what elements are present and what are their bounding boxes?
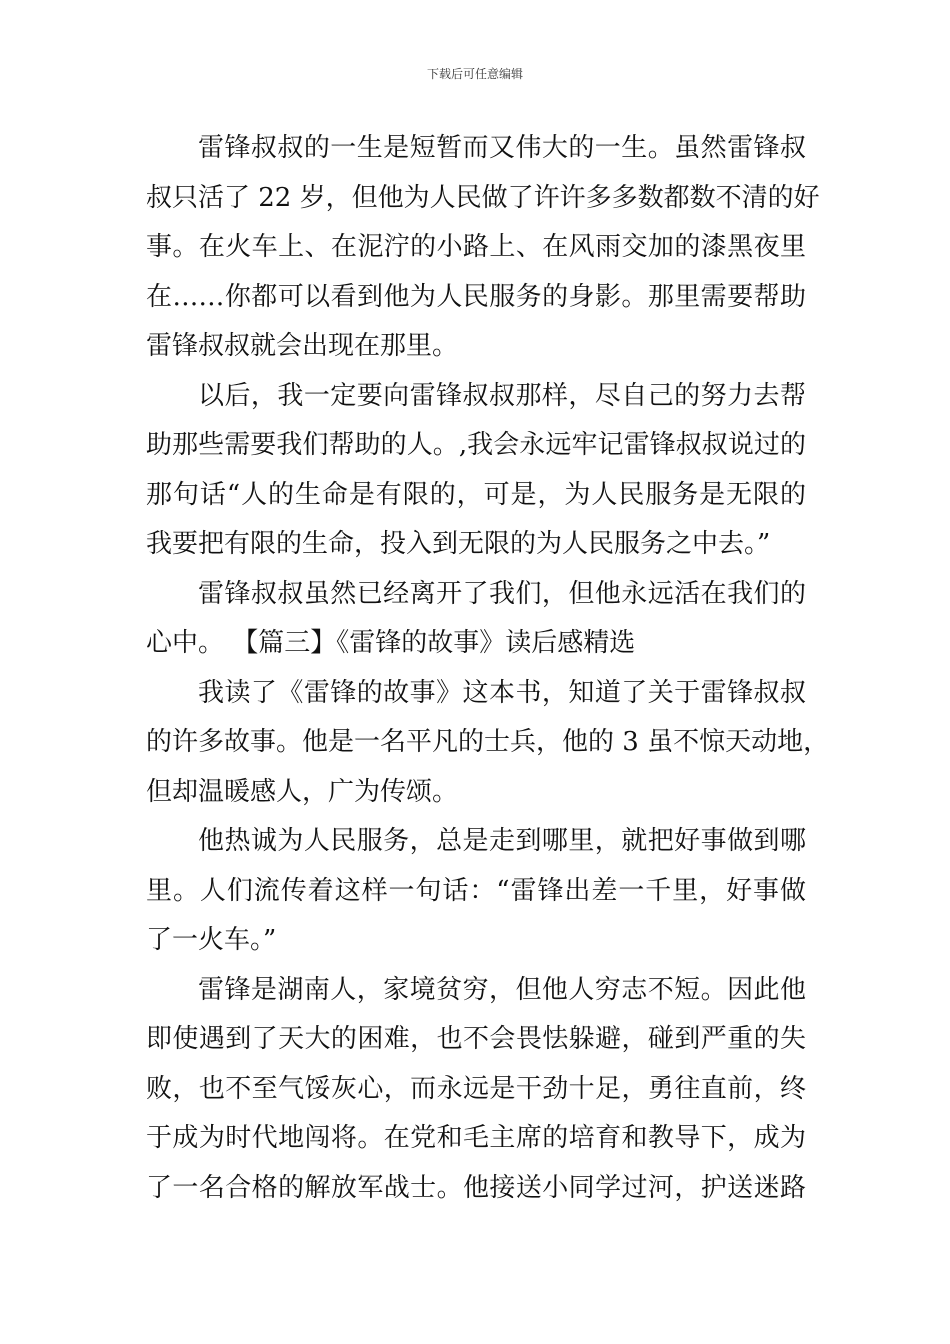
paragraph-1-line-5: 雷锋叔叔就会出现在那里。 bbox=[146, 331, 459, 361]
paragraph-2-line-2: 助那些需要我们帮助的人。,我会永远牢记雷锋叔叔说过的 bbox=[146, 430, 806, 460]
paragraph-1-line-1: 雷锋叔叔的一生是短暂而又伟大的一生。虽然雷锋叔 bbox=[198, 133, 806, 163]
paragraph-6-line-2: 即使遇到了天大的困难，也不会畏怯躲避，碰到严重的失 bbox=[146, 1024, 806, 1054]
paragraph-2-line-4: 我要把有限的生命，投入到无限的为人民服务之中去。” bbox=[146, 529, 771, 559]
paragraph-5-line-2: 里。人们流传着这样一句话：“雷锋出差一千里，好事做 bbox=[146, 875, 806, 906]
paragraph-6-line-4: 于成为时代地闯将。在党和毛主席的培育和教导下，成为 bbox=[146, 1123, 806, 1153]
paragraph-2-line-3: 那句话“人的生命是有限的，可是，为人民服务是无限的 bbox=[146, 479, 806, 510]
paragraph-1-line-3: 事。在火车上、在泥泞的小路上、在风雨交加的漆黑夜里 bbox=[146, 232, 806, 262]
page-header-note: 下载后可任意编辑 bbox=[426, 67, 523, 81]
paragraph-6-line-3: 败，也不至气馁灰心，而永远是干劲十足，勇往直前，终 bbox=[146, 1073, 806, 1104]
paragraph-3-line-1: 雷锋叔叔虽然已经离开了我们，但他永远活在我们的 bbox=[198, 578, 806, 609]
document-body bbox=[146, 124, 830, 1213]
paragraph-2-line-1: 以后，我一定要向雷锋叔叔那样，尽自己的努力去帮 bbox=[198, 380, 806, 411]
paragraph-6-line-1: 雷锋是湖南人，家境贫穷，但他人穷志不短。因此他 bbox=[198, 974, 806, 1005]
paragraph-5-line-3: 了一火车。” bbox=[146, 925, 277, 955]
paragraph-6-line-5: 了一名合格的解放军战士。他接送小同学过河，护送迷路 bbox=[146, 1172, 806, 1203]
paragraph-4-line-2: 的许多故事。他是一名平凡的士兵，他的 3 虽不惊天动地， bbox=[146, 727, 830, 757]
paragraph-3-line-2: 心中。 【篇三】《雷锋的故事》读后感精选 bbox=[146, 628, 636, 658]
paragraph-1-line-4: 在……你都可以看到他为人民服务的身影。那里需要帮助 bbox=[146, 281, 806, 312]
paragraph-4-line-1: 我读了《雷锋的故事》这本书，知道了关于雷锋叔叔 bbox=[198, 677, 806, 708]
paragraph-1-line-2: 叔只活了 22 岁，但他为人民做了许许多多数都数不清的好 bbox=[146, 182, 820, 213]
paragraph-4-line-3: 但却温暖感人，广为传颂。 bbox=[146, 776, 459, 807]
paragraph-5-line-1: 他热诚为人民服务，总是走到哪里，就把好事做到哪 bbox=[198, 826, 806, 856]
